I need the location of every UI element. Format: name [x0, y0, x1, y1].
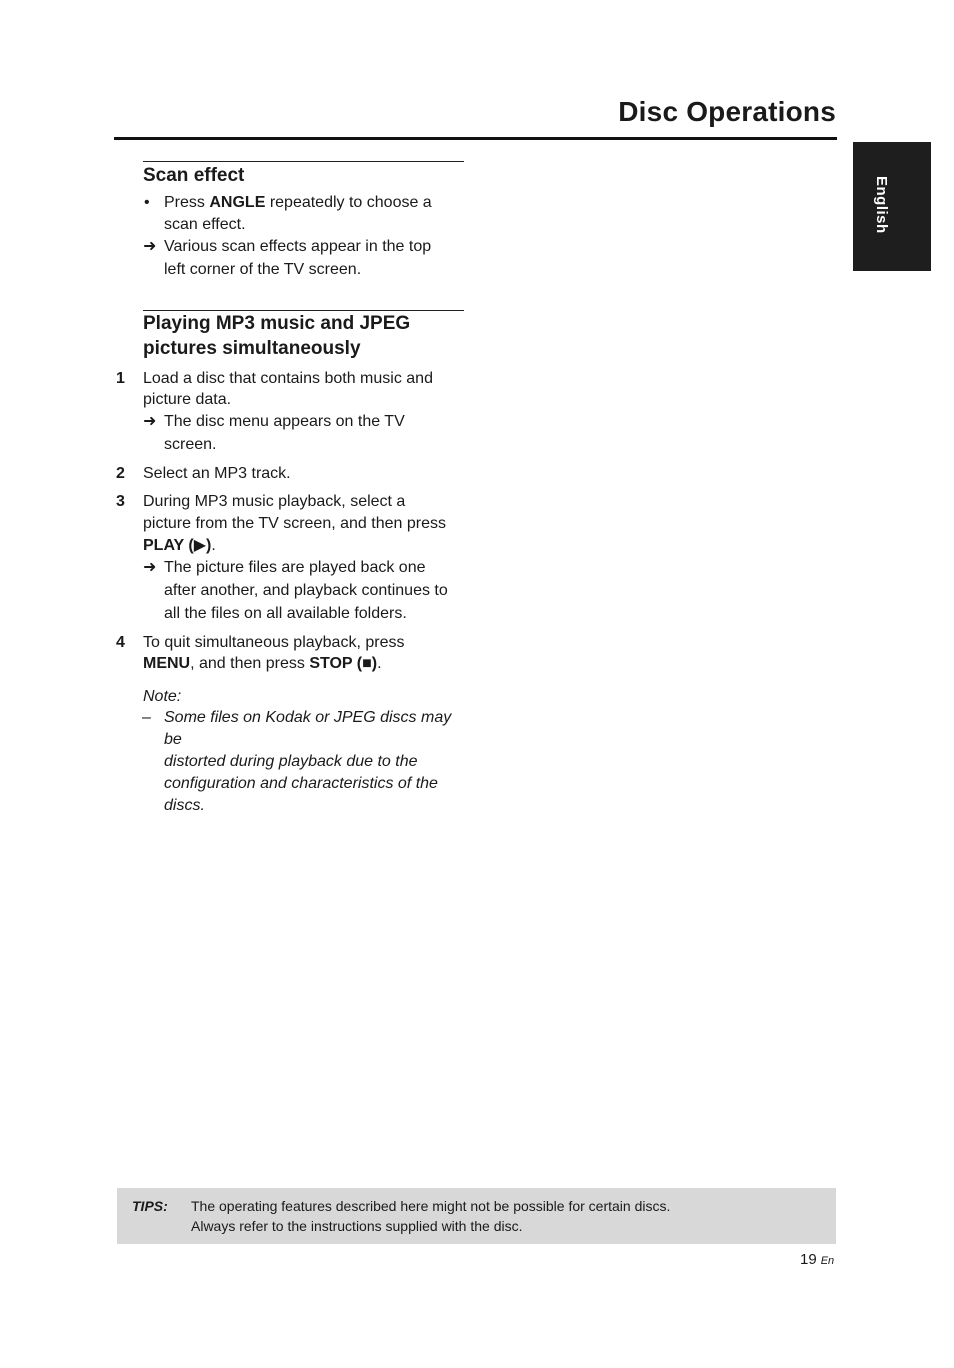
play-key: PLAY (▶)	[143, 537, 212, 554]
play-key-line	[143, 535, 216, 557]
stop-key: STOP (■)	[309, 655, 378, 672]
mp3-jpeg-heading	[143, 311, 473, 361]
menu-key: MENU	[143, 655, 191, 672]
scan-effect-rule	[143, 161, 464, 162]
scan-effect-heading: Scan effect	[143, 165, 245, 186]
tips-line: The operating features described here might not be possible for certain discs.	[191, 1198, 671, 1214]
page-title: Disc Operations	[618, 96, 836, 127]
step-result: after another, and playback continues to	[164, 582, 448, 599]
step-number: 3	[116, 493, 125, 510]
note-line: distorted during playback due to the	[164, 753, 418, 770]
mp3-jpeg-heading-line1: Playing MP3 music and JPEG	[143, 313, 411, 334]
page-number	[800, 1251, 834, 1268]
step-result: The disc menu appears on the TV	[164, 413, 405, 430]
tips-line: Always refer to the instructions supplied with the disc.	[191, 1218, 523, 1234]
angle-key: ANGLE	[209, 194, 266, 211]
arrow-icon: ➜	[143, 559, 157, 576]
step-number: 4	[116, 634, 125, 651]
bullet-marker: •	[144, 194, 150, 211]
tips-label: TIPS:	[132, 1198, 168, 1214]
arrow-icon: ➜	[143, 238, 157, 255]
step-text: Load a disc that contains both music and	[143, 370, 433, 387]
play-key-suffix: .	[211, 537, 216, 554]
language-tab	[853, 142, 931, 271]
stop-key-suffix: .	[377, 655, 382, 672]
note-line: Some files on Kodak or JPEG discs may be	[164, 709, 452, 748]
arrow-icon: ➜	[143, 413, 157, 430]
step-result: all the files on all available folders.	[164, 605, 407, 622]
step-press-text: Press	[164, 194, 205, 211]
step-text: To quit simultaneous playback, press	[143, 634, 405, 651]
page-number-suffix: En	[820, 1255, 835, 1267]
note-line: discs.	[164, 797, 205, 814]
step-result: screen.	[164, 436, 217, 453]
note-dash: –	[142, 709, 151, 726]
step-number: 1	[116, 370, 125, 387]
step-rest-text: repeatedly to choose a	[269, 194, 432, 211]
menu-stop-line	[143, 653, 382, 675]
step-text: During MP3 music playback, select a	[143, 493, 406, 510]
scan-effect-result-2: left corner of the TV screen.	[164, 261, 362, 278]
step-text: Select an MP3 track.	[143, 465, 291, 482]
step-result: The picture files are played back one	[164, 559, 426, 576]
tips-text	[191, 1196, 670, 1236]
step-text: picture data.	[143, 391, 232, 408]
mp3-jpeg-heading-line2: pictures simultaneously	[143, 338, 361, 359]
note-label: Note:	[143, 688, 182, 705]
step-text: picture from the TV screen, and then press	[143, 515, 446, 532]
note-line: configuration and characteristics of the	[164, 775, 438, 792]
title-rule	[114, 137, 837, 140]
step-number: 2	[116, 465, 125, 482]
scan-effect-step	[164, 192, 469, 214]
step-mid-text: , and then press	[190, 655, 305, 672]
scan-effect-step-cont: scan effect.	[164, 216, 246, 233]
page-number-value: 19	[800, 1251, 817, 1268]
language-tab-label: English	[873, 176, 890, 234]
note-text	[164, 707, 469, 817]
scan-effect-result-1: Various scan effects appear in the top	[164, 238, 432, 255]
